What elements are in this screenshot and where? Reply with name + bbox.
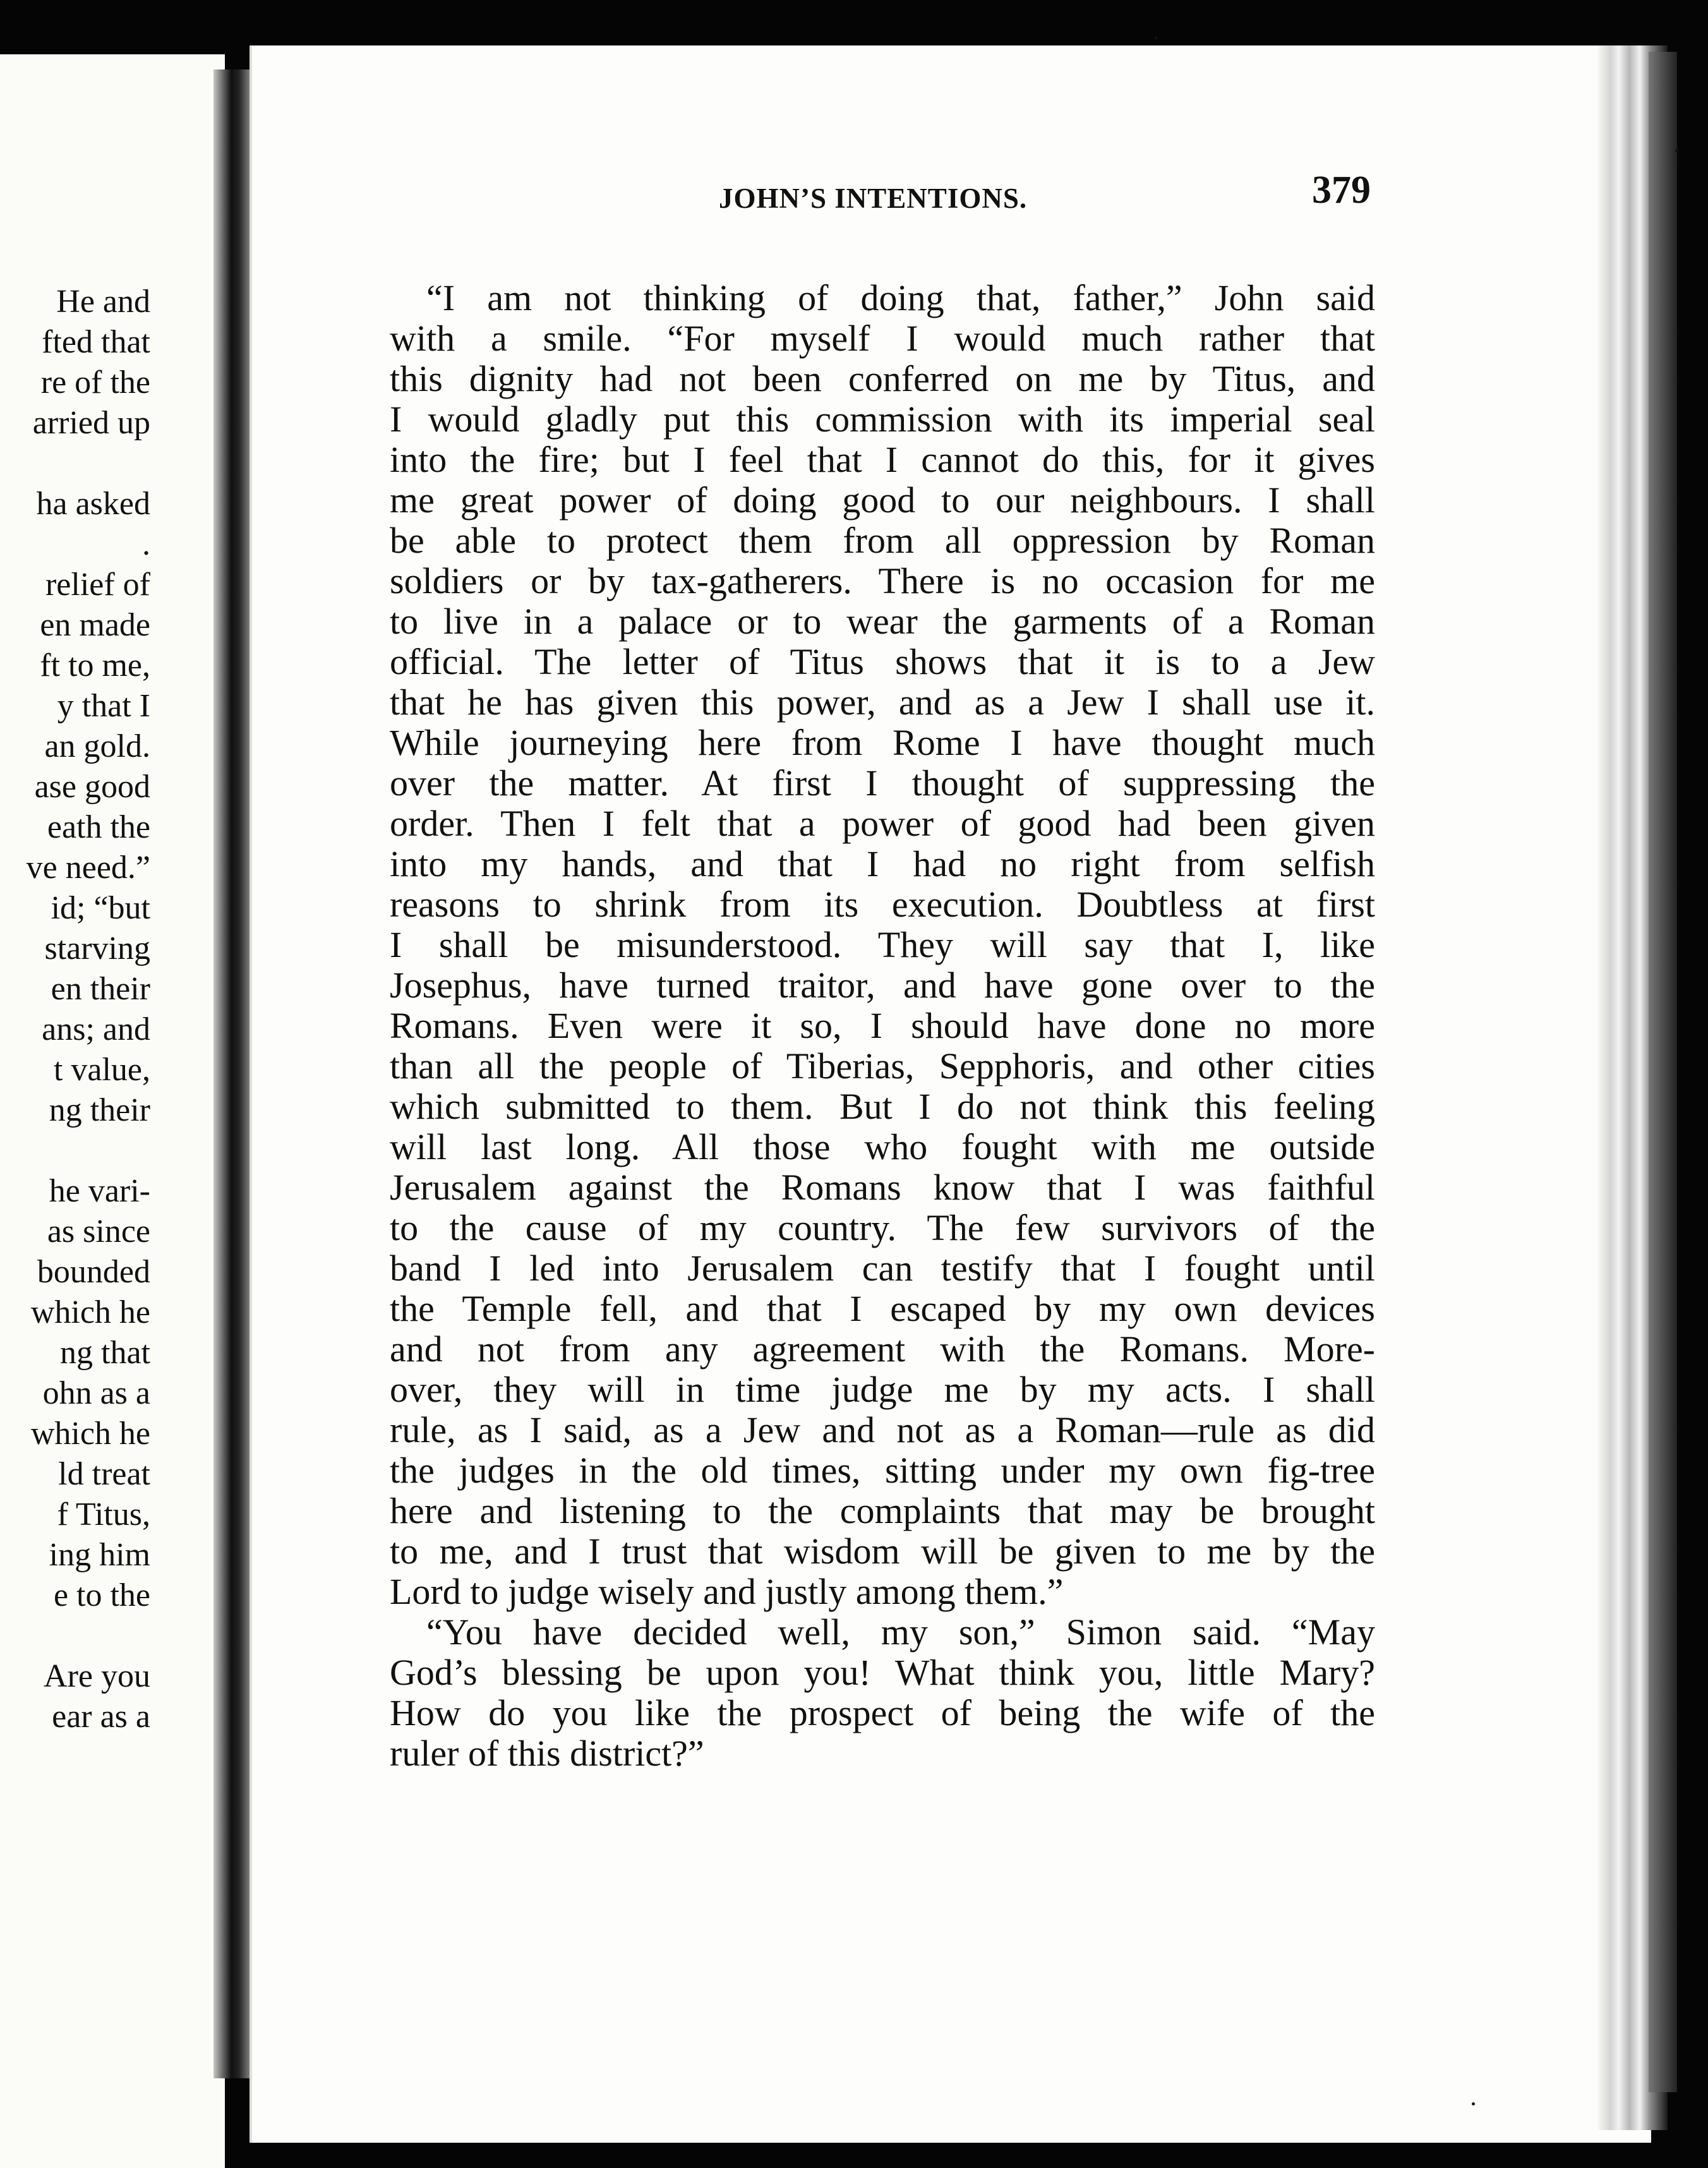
body-line: to me, and I trust that wisdom will be given to me by the [390, 1531, 1375, 1572]
left-page-line: ha asked [36, 486, 150, 522]
body-line: Jerusalem against the Romans know that I was faithful [390, 1167, 1375, 1208]
body-line: into my hands, and that I had no right from selfish [390, 843, 1375, 884]
scan-speck [1155, 37, 1158, 40]
left-page-line: which he [30, 1294, 150, 1330]
left-page-line: ld treat [58, 1456, 150, 1492]
body-line: than all the people of Tiberias, Sepphoris, and other cities [390, 1045, 1375, 1087]
left-page-line: He and [56, 284, 150, 320]
body-line: Josephus, have turned traitor, and have gone over to the [390, 965, 1375, 1006]
body-line: “You have decided well, my son,” Simon said. “May [426, 1611, 1375, 1653]
left-page-line: ve need.” [26, 850, 150, 886]
left-book-page [0, 54, 225, 2168]
body-line: be able to protect them from all oppression by Roman [390, 520, 1375, 561]
body-line: I would gladly put this commission with its imperial seal [390, 399, 1375, 440]
left-page-line [0, 443, 225, 484]
left-page-line: ing him [49, 1537, 150, 1573]
left-page-line: . [142, 526, 150, 562]
left-page-line: ohn as a [42, 1375, 150, 1411]
left-page-line: re of the [40, 364, 150, 400]
body-line: that he has given this power, and as a Jew I shall use it. [390, 682, 1375, 723]
left-page-line: eath the [47, 809, 150, 845]
left-page-text [0, 282, 225, 1737]
page-number: 379 [1312, 169, 1371, 212]
body-line: over, they will in time judge me by my acts. I shall [390, 1369, 1375, 1410]
left-page-line: f Titus, [57, 1497, 150, 1533]
body-line: reasons to shrink from its execution. Doubtless at first [390, 884, 1375, 925]
body-line: will last long. All those who fought with me outside [390, 1126, 1375, 1167]
right-page-body-text [390, 278, 1375, 1774]
left-page-line: ft to me, [40, 647, 150, 684]
left-page-line: arried up [32, 405, 150, 441]
left-page-line: e to the [53, 1577, 150, 1613]
left-page-line: ng their [49, 1092, 150, 1128]
body-line: rule, as I said, as a Jew and not as a Roman—rule as did [390, 1409, 1375, 1450]
left-page-line [0, 1616, 225, 1656]
left-page-line: ng that [60, 1335, 150, 1371]
body-line: and not from any agreement with the Romans. More- [390, 1328, 1375, 1370]
left-page-line: which he [30, 1416, 150, 1452]
body-line: Romans. Even were it so, I should have done no more [390, 1005, 1375, 1046]
body-line: to live in a palace or to wear the garments of a Roman [390, 601, 1375, 642]
body-line: How do you like the prospect of being the wife of the [390, 1692, 1375, 1733]
body-line: the Temple fell, and that I escaped by my own devices [390, 1288, 1375, 1329]
left-page-line: bounded [37, 1254, 150, 1290]
running-head: JOHN’S INTENTIONS. [719, 183, 1028, 214]
body-line: over the matter. At first I thought of suppressing the [390, 762, 1375, 804]
left-page-line [0, 1131, 225, 1171]
body-line: band I led into Jerusalem can testify that I fought until [390, 1248, 1375, 1289]
left-page-line: id; “but [51, 890, 150, 926]
left-page-line: as since [47, 1213, 150, 1250]
body-line: I shall be misunderstood. They will say that I, like [390, 924, 1375, 965]
body-line: ruler of this district?” [390, 1733, 704, 1774]
body-line: here and listening to the complaints that may be brought [390, 1490, 1375, 1531]
left-page-line: starving [44, 930, 150, 967]
left-page-line: fted that [42, 324, 150, 360]
body-line: me great power of doing good to our neighbours. I shall [390, 479, 1375, 521]
body-line: the judges in the old times, sitting under my own fig-tree [390, 1450, 1375, 1491]
body-line: Lord to judge wisely and justly among them.” [390, 1571, 1064, 1612]
scan-speck [1675, 149, 1678, 152]
book-cover-edge [1649, 52, 1677, 2092]
body-line: order. Then I felt that a power of good had been given [390, 803, 1375, 844]
left-page-line: t value, [53, 1052, 150, 1088]
left-page-line: ans; and [42, 1011, 150, 1047]
body-line: which submitted to them. But I do not think this feeling [390, 1086, 1375, 1127]
body-line: official. The letter of Titus shows that it is to a Jew [390, 641, 1375, 682]
left-page-line: en their [51, 971, 150, 1007]
left-page-line: Are you [44, 1658, 150, 1694]
left-page-line: an gold. [44, 728, 150, 764]
left-page-line: en made [40, 607, 150, 643]
body-line: with a smile. “For myself I would much rather that [390, 318, 1375, 359]
body-line: God’s blessing be upon you! What think you, little Mary? [390, 1652, 1375, 1693]
body-line: While journeying here from Rome I have thought much [390, 722, 1375, 763]
left-page-line: y that I [57, 688, 150, 724]
scan-speck [1472, 2102, 1475, 2105]
page-header [467, 168, 1371, 225]
left-page-line: ear as a [52, 1699, 150, 1735]
body-line: soldiers or by tax-gatherers. There is no occasion for me [390, 560, 1375, 601]
left-page-line: ase good [34, 769, 150, 805]
left-page-line: relief of [45, 567, 150, 603]
body-line: “I am not thinking of doing that, father,” John said [426, 277, 1375, 318]
body-line: this dignity had not been conferred on me by Titus, and [390, 358, 1375, 399]
body-line: into the fire; but I feel that I cannot do this, for it gives [390, 439, 1375, 480]
left-page-line: he vari- [49, 1173, 150, 1209]
body-line: to the cause of my country. The few survivors of the [390, 1207, 1375, 1248]
